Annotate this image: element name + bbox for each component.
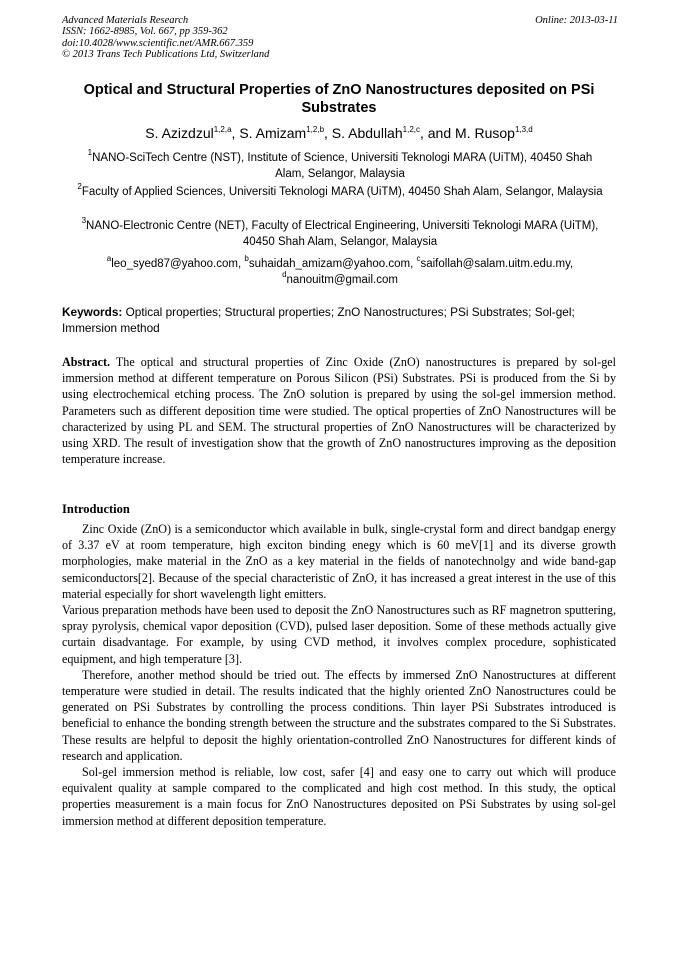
author-sup: 1,2,c: [402, 125, 420, 134]
author-sup: 1,2,b: [306, 125, 325, 134]
author-name: M. Rusop: [455, 125, 515, 141]
email-address[interactable]: saifollah@salam.uitm.edu.my: [420, 258, 571, 270]
journal-header: [62, 15, 618, 60]
affiliation-text: Faculty of Applied Sciences, Universiti Teknologi MARA (UiTM), 40450 Shah Alam, Selangor, Malaysia: [81, 186, 603, 198]
section-heading: Introduction: [62, 502, 130, 516]
email-address[interactable]: leo_syed87@yahoo.com: [111, 258, 238, 270]
affiliation-sup: 3: [81, 216, 87, 225]
email-sup: b: [244, 254, 249, 263]
email-sup: c: [416, 254, 421, 263]
paragraph: Sol-gel immersion method is reliable, low cost, safer [4] and easy one to carry out which will produce equivalent quality at sample compared to the complicated and high cost method. In this study, the optical properties measurement is a main focus for ZnO Nanostructures deposited on PSi Substrates by using sol-gel immersion method at different deposition temperature.: [62, 765, 616, 828]
paragraph: Therefore, another method should be tried out. The effects by immersed ZnO Nanostructures at different temperature were studied in detail. The results indicated that the highly oriented ZnO Nanostructures could be generated on PSi Substrates by controlling the process conditions. Thin layer PSi Substrates introduced is beneficial to enhance the bonding strength between the structure and the substrates compared to the Si Substrates. These results are helpful to deposit the highly orientation-controlled ZnO Nanostructures for different kinds of research and application.: [62, 667, 616, 763]
doi-line: doi:10.4028/www.scientific.net/AMR.667.359: [62, 37, 254, 49]
paper-title: Optical and Structural Properties of ZnO Nanostructures deposited on PSi Substrates: [83, 82, 595, 116]
abstract-label: Abstract.: [62, 355, 111, 369]
affiliation-text: NANO-Electronic Centre (NET), Faculty of Electrical Engineering, Universiti Teknologi MARA (UiTM), 40450 Shah Alam, Selangor, Malaysia: [86, 220, 599, 248]
keywords: [62, 304, 616, 336]
email-sep: ,: [237, 258, 245, 270]
author-name: S. Azizdzul: [145, 125, 214, 141]
author-sep: ,: [324, 125, 332, 141]
abstract-text: The optical and structural properties of Zinc Oxide (ZnO) nanostructures is prepared by sol-gel immersion method at different temperature on Porous Silicon (PSi) Substrates. PSi is produced from the Si by using electrochemical etching process. The ZnO solution is prepared by using the sol-gel immersion method. Parameters such as different deposition time were studied. The optical properties of ZnO Nanostructures will be characterized by using PL and SEM. The structural properties of ZnO Nanostructures will be characterized by using XRD. The result of investigation show that the growth of ZnO nanostructures improving as the deposition temperature increase.: [62, 355, 616, 467]
email-address[interactable]: nanouitm@gmail.com: [286, 274, 398, 286]
author-sep: ,: [231, 125, 240, 141]
abstract: [62, 354, 616, 467]
affiliation-3: [72, 218, 608, 250]
issn-line: ISSN: 1662-8985, Vol. 667, pp 359-362: [62, 26, 228, 38]
author-name: S. Abdullah: [331, 125, 403, 141]
email-sep: ,: [570, 258, 574, 270]
keywords-text: Optical properties; Structural properties; ZnO Nanostructures; PSi Substrates; Sol-gel; Immersion method: [62, 305, 575, 335]
affiliation-2: [72, 184, 608, 200]
author-name: S. Amizam: [239, 125, 307, 141]
copyright-line: © 2013 Trans Tech Publications Ltd, Switzerland: [62, 48, 270, 60]
email-sep: ,: [410, 258, 417, 270]
paragraph: Zinc Oxide (ZnO) is a semiconductor which available in bulk, single-crystal form and direct bandgap energy of 3.37 eV at room temperature, high exciton binding enegy which is 60 meV[1] and its diverse growth morphologies, make material in the ZnO as a key material in the fields of nanotechnolgy and wide band-gap semiconductors[2]. Because of the special characteristic of ZnO, it has increased a great interest in the use of this material especially for short wavelength light emitters.: [62, 522, 616, 601]
journal-name: Advanced Materials Research: [62, 15, 189, 26]
author-sup: 1,3,d: [514, 125, 533, 134]
email-sup: d: [282, 270, 287, 279]
email-sup: a: [106, 254, 112, 263]
affiliation-sup: 2: [77, 182, 82, 191]
author-sep: , and: [419, 125, 456, 141]
affiliation-1: [72, 150, 608, 182]
author-list: [62, 124, 616, 142]
keywords-label: Keywords:: [62, 305, 123, 319]
author-sup: 1,2,a: [213, 125, 232, 134]
introduction-body: [62, 521, 616, 829]
email-address[interactable]: suhaidah_amizam@yahoo.com: [248, 258, 411, 270]
affiliation-sup: 1: [87, 148, 93, 157]
affiliation-text: NANO-SciTech Centre (NST), Institute of Science, Universiti Teknologi MARA (UiTM), 40450 Shah Alam, Selangor, Malaysia: [92, 152, 593, 180]
online-date: Online: 2013-03-11: [535, 15, 618, 26]
paragraph: Various preparation methods have been used to deposit the ZnO Nanostructures such as RF magnetron sputtering, spray pyrolysis, chemical vapor deposition (CVD), pulsed laser deposition. Some of these methods actually give curtain disadvantage. For example, by using CVD method, it involves complex procedure, sophisticated equipment, and high temperature [3].: [62, 603, 616, 666]
email-list: [72, 256, 608, 288]
